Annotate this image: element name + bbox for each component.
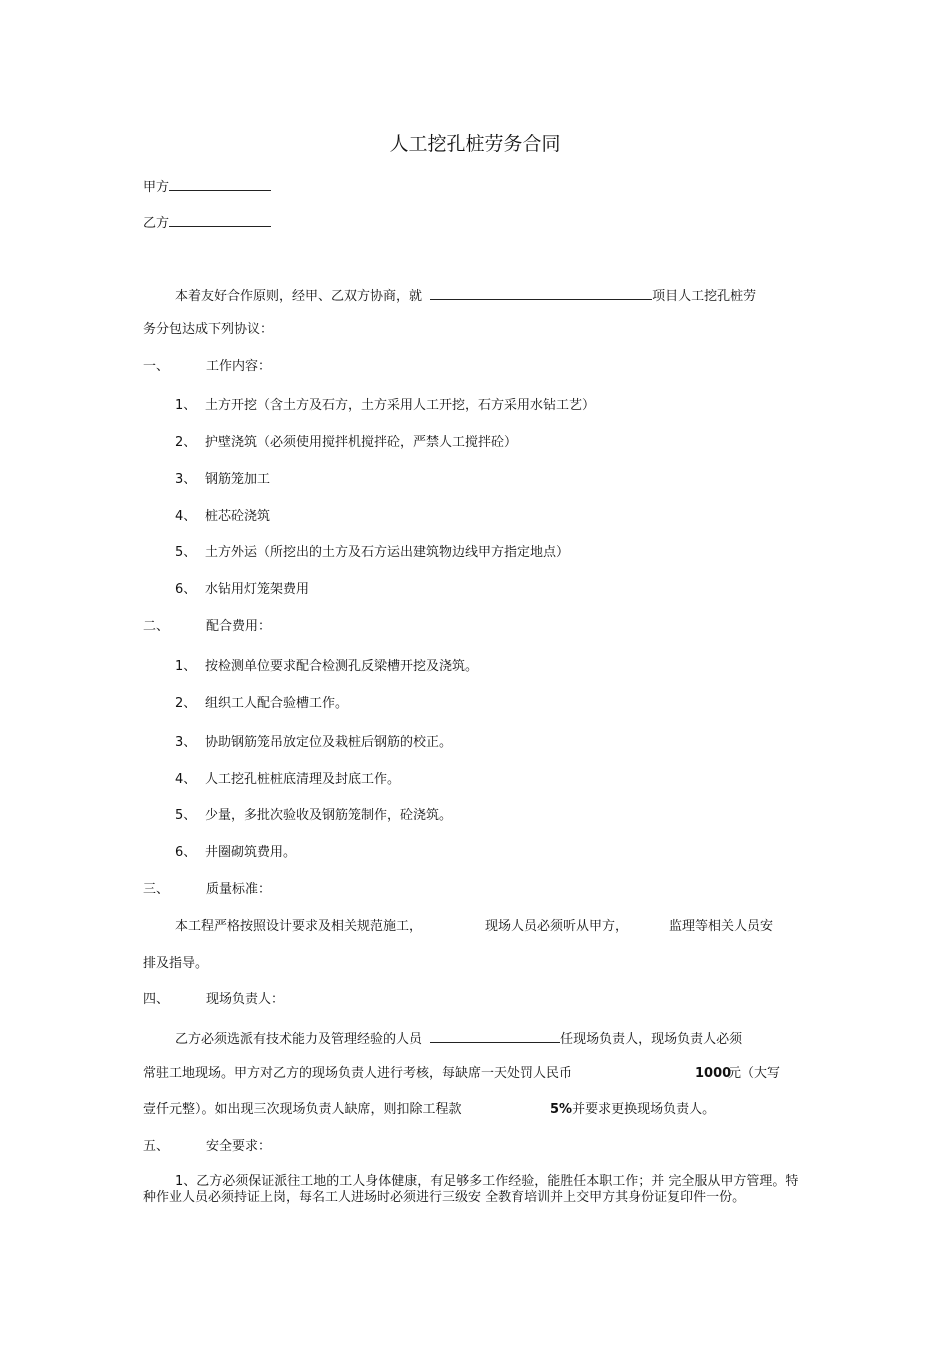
intro-text-1: 本着友好合作原则，经甲、乙双方协商，就 [175,289,423,304]
deduction-percent: 5% [550,1102,573,1117]
item-text: 组织工人配合验槽工作。 [205,696,349,711]
item-number: 5、 [175,808,197,823]
item-text: 钢筋笼加工 [205,472,271,487]
section-5-heading [143,1139,271,1155]
item-number: 2、 [175,696,197,711]
item-number: 1、 [175,659,197,674]
item-text: 少量，多批次验收及钢筋笼制作，砼浇筑。 [205,808,453,823]
manager-line-1 [175,1029,742,1048]
item-number: 4、 [175,772,197,787]
section-2-heading [143,619,271,635]
party-a-label: 甲方 [143,180,170,195]
section-4-heading [143,992,284,1008]
section-number: 三、 [143,882,170,897]
manager-name-blank [430,1029,560,1043]
item-text: 土方外运（所挖出的土方及石方运出建筑物边线甲方指定地点） [205,545,570,560]
item-text: 水钻用灯笼架费用 [205,582,310,597]
manager-text-2c: 元（大写 [728,1066,781,1081]
item-number: 5、 [175,545,197,560]
intro-line-1 [175,286,756,305]
list-item [175,435,517,451]
section-number: 一、 [143,359,170,374]
quality-text-1b: 现场人员必须听从甲方， [485,919,629,934]
item-text: 井圈砌筑费用。 [205,845,297,860]
party-b-label: 乙方 [143,216,170,231]
project-name-blank [430,286,652,300]
item-number: 1、 [175,398,197,413]
section-number: 二、 [143,619,170,634]
list-item [175,772,400,788]
item-text: 按检测单位要求配合检测孔反梁槽开挖及浇筑。 [205,659,479,674]
item-text: 桩芯砼浇筑 [205,509,271,524]
list-item [175,735,452,751]
section-title: 工作内容： [206,359,272,374]
party-a-line [143,177,271,196]
quality-text-1c: 监理等相关人员安 [669,919,774,934]
list-item [175,696,348,712]
section-1-heading [143,359,271,375]
section-title: 现场负责人： [206,992,285,1007]
item-number: 6、 [175,582,197,597]
section-number: 五、 [143,1139,170,1154]
safety-paragraph-1: 1、乙方必须保证派往工地的工人身体健康，有足够多工作经验，能胜任本职工作；并 完全服从甲方管理。特种作业人员必须持证上岗，每名工人进场时必须进行三级安 全教育培训并上交甲方其身份证复印件一份。 [143,1174,799,1205]
manager-text-1b: 任现场负责人，现场负责人必须 [560,1032,743,1047]
list-item [175,582,309,598]
item-text: 土方开挖（含土方及石方，土方采用人工开挖，石方采用水钻工艺） [205,398,596,413]
list-item [175,845,296,861]
section-title: 质量标准： [206,882,272,897]
item-text: 协助钢筋笼吊放定位及栽桩后钢筋的校正。 [205,735,453,750]
quality-text-2: 排及指导。 [143,956,209,971]
deduction-line [550,1102,715,1118]
list-item [175,472,270,488]
intro-line-2: 务分包达成下列协议： [143,322,274,337]
list-item [175,509,270,525]
section-title: 配合费用： [206,619,272,634]
list-item [175,398,595,414]
section-title: 安全要求： [206,1139,272,1154]
item-number: 6、 [175,845,197,860]
party-a-blank [169,177,271,191]
document-title: 人工挖孔桩劳务合同 [389,133,561,155]
item-number: 3、 [175,472,197,487]
section-3-heading [143,882,271,898]
penalty-amount: 1000 [695,1066,732,1081]
manager-text-2a: 常驻工地现场。甲方对乙方的现场负责人进行考核，每缺席一天处罚人民币 [143,1066,573,1081]
manager-text-3a: 壹仟元整）。如出现三次现场负责人缺席，则扣除工程款 [143,1102,462,1117]
list-item [175,659,478,675]
quality-text-1a: 本工程严格按照设计要求及相关规范施工， [175,919,423,934]
section-number: 四、 [143,992,170,1007]
item-text: 人工挖孔桩桩底清理及封底工作。 [205,772,401,787]
party-b-line [143,213,271,232]
intro-text-2: 项目人工挖孔桩劳 [652,289,757,304]
item-number: 2、 [175,435,197,450]
item-number: 3、 [175,735,197,750]
list-item [175,545,569,561]
manager-text-1a: 乙方必须选派有技术能力及管理经验的人员 [175,1032,423,1047]
item-text: 护壁浇筑（必须使用搅拌机搅拌砼，严禁人工搅拌砼） [205,435,518,450]
item-number: 4、 [175,509,197,524]
party-b-blank [169,213,271,227]
manager-text-3c: 并要求更换现场负责人。 [572,1102,716,1117]
list-item [175,808,452,824]
